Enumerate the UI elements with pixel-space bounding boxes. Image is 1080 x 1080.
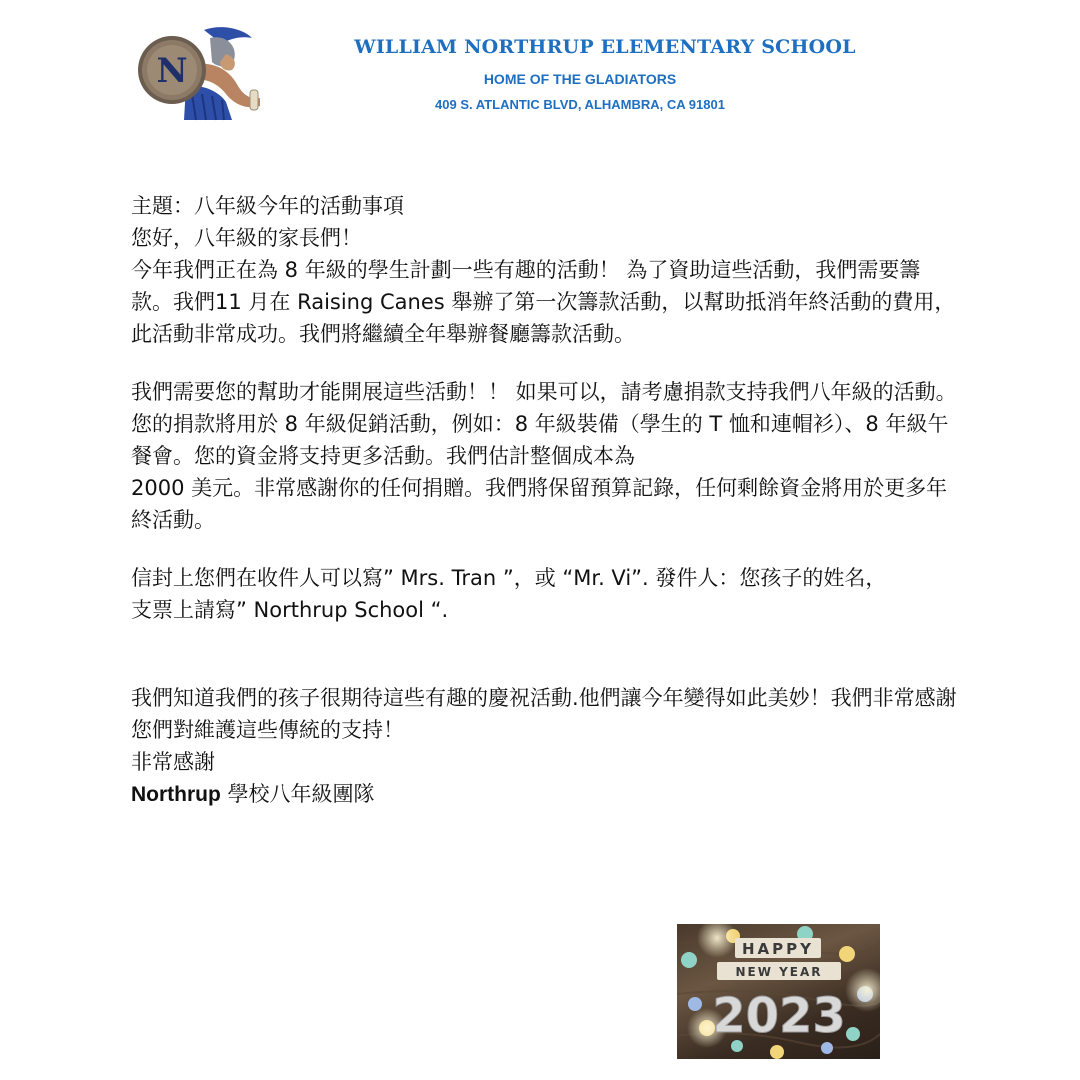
gladiator-logo-icon <box>134 24 264 124</box>
letter-paragraph-2 <box>131 376 961 536</box>
letter-paragraph-2-part-a: 我們需要您的幫助才能開展這些活動！！ 如果可以，請考慮捐款支持我們八年級的活動。您的捐款將用於 8 年級促銷活動，例如：8 年級裝備（學生的 T 恤和連帽衫）、8 年級午餐會。您的資金將支持更多活動。我們估計整個成本為 <box>131 380 957 468</box>
new-year-letter-tiles <box>717 962 841 980</box>
year-2023-text: 2023 <box>712 988 846 1044</box>
svg-text:N: N <box>156 51 188 91</box>
svg-text:NEW YEAR: NEW YEAR <box>735 965 823 979</box>
new-year-2023-image <box>677 924 880 1059</box>
school-tagline: HOME OF THE GLADIATORS <box>483 71 677 87</box>
letter-greeting: 您好，八年級的家長們！ <box>131 226 362 250</box>
letter-signature <box>131 778 961 811</box>
happy-letter-tiles <box>735 938 821 958</box>
new-year-decoration <box>677 924 880 1059</box>
school-address: 409 S. ATLANTIC BLVD, ALHAMBRA, CA 91801 <box>435 97 725 112</box>
letter-paragraph-4: 我們知道我們的孩子很期待這些有趣的慶祝活動.他們讓今年變得如此美妙！我們非常感謝您們對維護這些傳統的支持！ <box>131 686 957 742</box>
letter-subject: 主題：八年級今年的活動事項 <box>131 194 404 218</box>
svg-text:HAPPY: HAPPY <box>741 940 815 958</box>
letter-paragraph-1: 今年我們正在為 8 年級的學生計劃一些有趣的活動！ 為了資助這些活動，我們需要籌款。我們11 月在 Raising Canes 舉辦了第一次籌款活動，以幫助抵消年終活動的費用，此活動非常成功。我們將繼續全年舉辦餐廳籌款活動。 <box>131 258 956 346</box>
letter-paragraph-3-line-2: 支票上請寫” Northrup School “. <box>131 598 449 622</box>
letter-paragraph-3-line-1: 信封上您們在收件人可以寫” Mrs. Tran ”，或 “Mr. Vi”. 發件人：您孩子的姓名， <box>131 566 887 590</box>
signature-school-name: Northrup <box>131 783 221 806</box>
letter-paragraph-3 <box>131 562 961 626</box>
letter-closing: 非常感謝 <box>131 750 215 774</box>
letter-paragraph-2-part-b: 2000 美元。非常感謝你的任何捐贈。我們將保留預算記錄，任何剩餘資金將用於更多年終活動。 <box>131 476 948 532</box>
letter-body <box>131 190 961 811</box>
school-name: WILLIAM NORTHRUP ELEMENTARY SCHOOL <box>354 36 856 58</box>
school-logo <box>134 24 264 124</box>
signature-team: 學校八年級團隊 <box>220 782 375 806</box>
